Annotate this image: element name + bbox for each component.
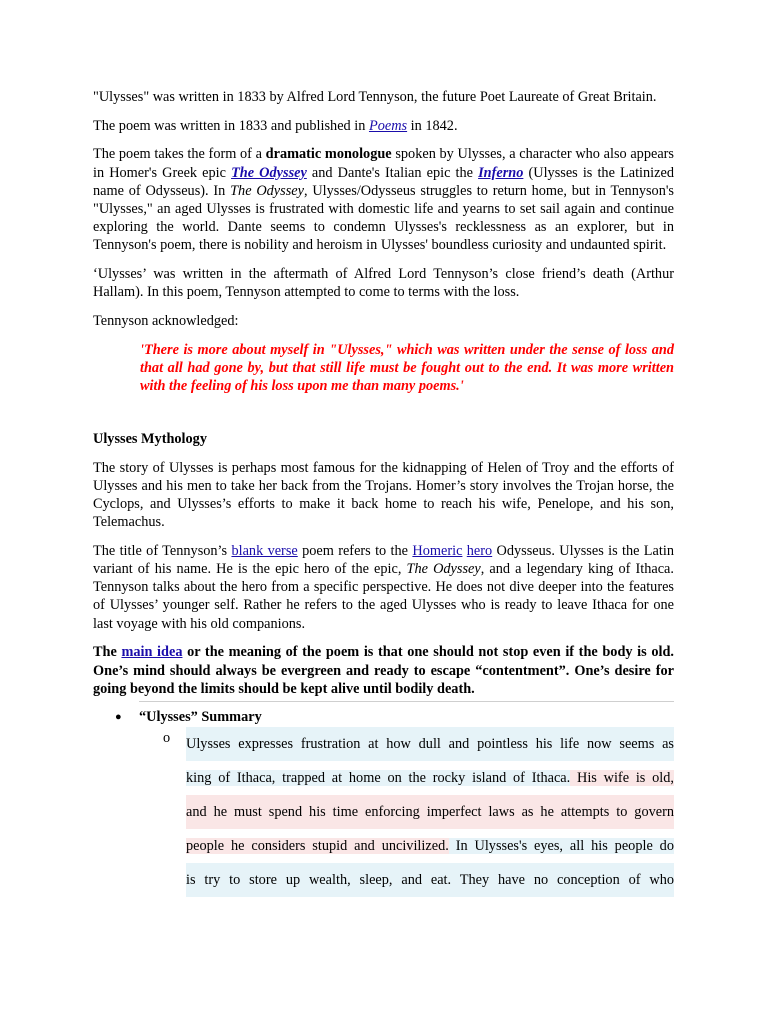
blank-verse-link[interactable]: blank verse — [231, 542, 298, 559]
poems-link[interactable]: Poems — [368, 117, 408, 134]
the-odyssey-link[interactable]: The Odyssey — [231, 164, 307, 181]
mythology-paragraph-1: The story of Ulysses is perhaps most famous for the kidnapping of Helen of Troy and the efforts of Ulysses and his men to take her back from the Trojans. Homer’s story involves the Trojan horse, the Cyclops, and Ulysses’s efforts to make it back home to reach his wife, Penelope, and his son, Telemachus. — [93, 459, 674, 531]
hero-link[interactable]: hero — [466, 542, 493, 559]
inferno-link[interactable]: Inferno — [478, 164, 524, 181]
summary-line-1: Ulysses expresses frustration at how dull and pointless his life now seems as — [186, 727, 674, 761]
sub-bullet-icon: o — [163, 729, 171, 746]
mythology-paragraph-2: The title of Tennyson’s blank verse poem refers to the Homeric hero Odysseus. Ulysses is the Latin variant of his name. He is the epic hero of the epic, The Odyssey, and a legendary king of Ithaca. Tennyson talks about the hero from a specific perspective. He does not dive deeper into the features of Ulysses’ younger self. Rather he refers to the aged Ulysses who is ready to leave Ithaca for one last voyage with his old companions. — [93, 542, 674, 632]
intro-paragraph-4: ‘Ulysses’ was written in the aftermath of Alfred Lord Tennyson’s close friend’s death (Arthur Hallam). In this poem, Tennyson attempted to come to terms with the loss. — [93, 266, 674, 301]
summary-line-4: people he considers stupid and uncivilized. In Ulysses's eyes, all his people do — [186, 837, 674, 854]
summary-line-5: is try to store up wealth, sleep, and eat. They have no conception of who — [186, 863, 674, 897]
intro-paragraph-2: The poem was written in 1833 and published in Poems in 1842. — [93, 117, 458, 134]
section-heading-mythology: Ulysses Mythology — [93, 431, 207, 448]
homeric-link[interactable]: Homeric — [412, 542, 463, 559]
summary-sub-item — [93, 727, 674, 897]
intro-paragraph-5: Tennyson acknowledged: — [93, 313, 239, 330]
summary-heading: “Ulysses” Summary — [139, 709, 262, 726]
dramatic-monologue-term: dramatic monologue — [265, 146, 392, 163]
summary-line-2: king of Ithaca, trapped at home on the rocky island of Ithaca. His wife is old, — [186, 769, 674, 786]
document-page — [93, 88, 674, 897]
intro-paragraph-1: "Ulysses" was written in 1833 by Alfred Lord Tennyson, the future Poet Laureate of Great Britain. — [93, 89, 657, 105]
intro-paragraph-3: The poem takes the form of a dramatic monologue spoken by Ulysses, a character who also appears in Homer's Greek epic The Odyssey and Dante's Italian epic the Inferno (Ulysses is the Latinized name of Odysseus). In The Odyssey, Ulysses/Odysseus struggles to return home, but in Tennyson's "Ulysses," an aged Ulysses is frustrated with domestic life and yearns to set sail again and continue exploring the world. Dante seems to condemn Ulysses's recklessness as an explorer, but in Tennyson's poem, there is nobility and heroism in Ulysses' boundless curiosity and undaunted spirit. — [93, 146, 674, 254]
summary-list-item — [93, 708, 674, 726]
divider — [139, 701, 674, 702]
bullet-icon: ● — [115, 711, 122, 724]
main-idea-link[interactable]: main idea — [121, 644, 183, 661]
main-idea-paragraph: The main idea or the meaning of the poem is that one should not stop even if the body is old. One’s mind should always be evergreen and ready to escape “contentment”. One’s desire for going beyond the limits should be kept alive until bodily death. — [93, 644, 674, 697]
tennyson-quote: 'There is more about myself in "Ulysses," which was written under the sense of loss and that all had gone by, but that still life must be fought out to the end. It was more written with the feeling of his loss upon me than many poems.' — [140, 341, 674, 395]
summary-line-3: and he must spend his time enforcing imperfect laws as he attempts to govern — [186, 795, 674, 829]
